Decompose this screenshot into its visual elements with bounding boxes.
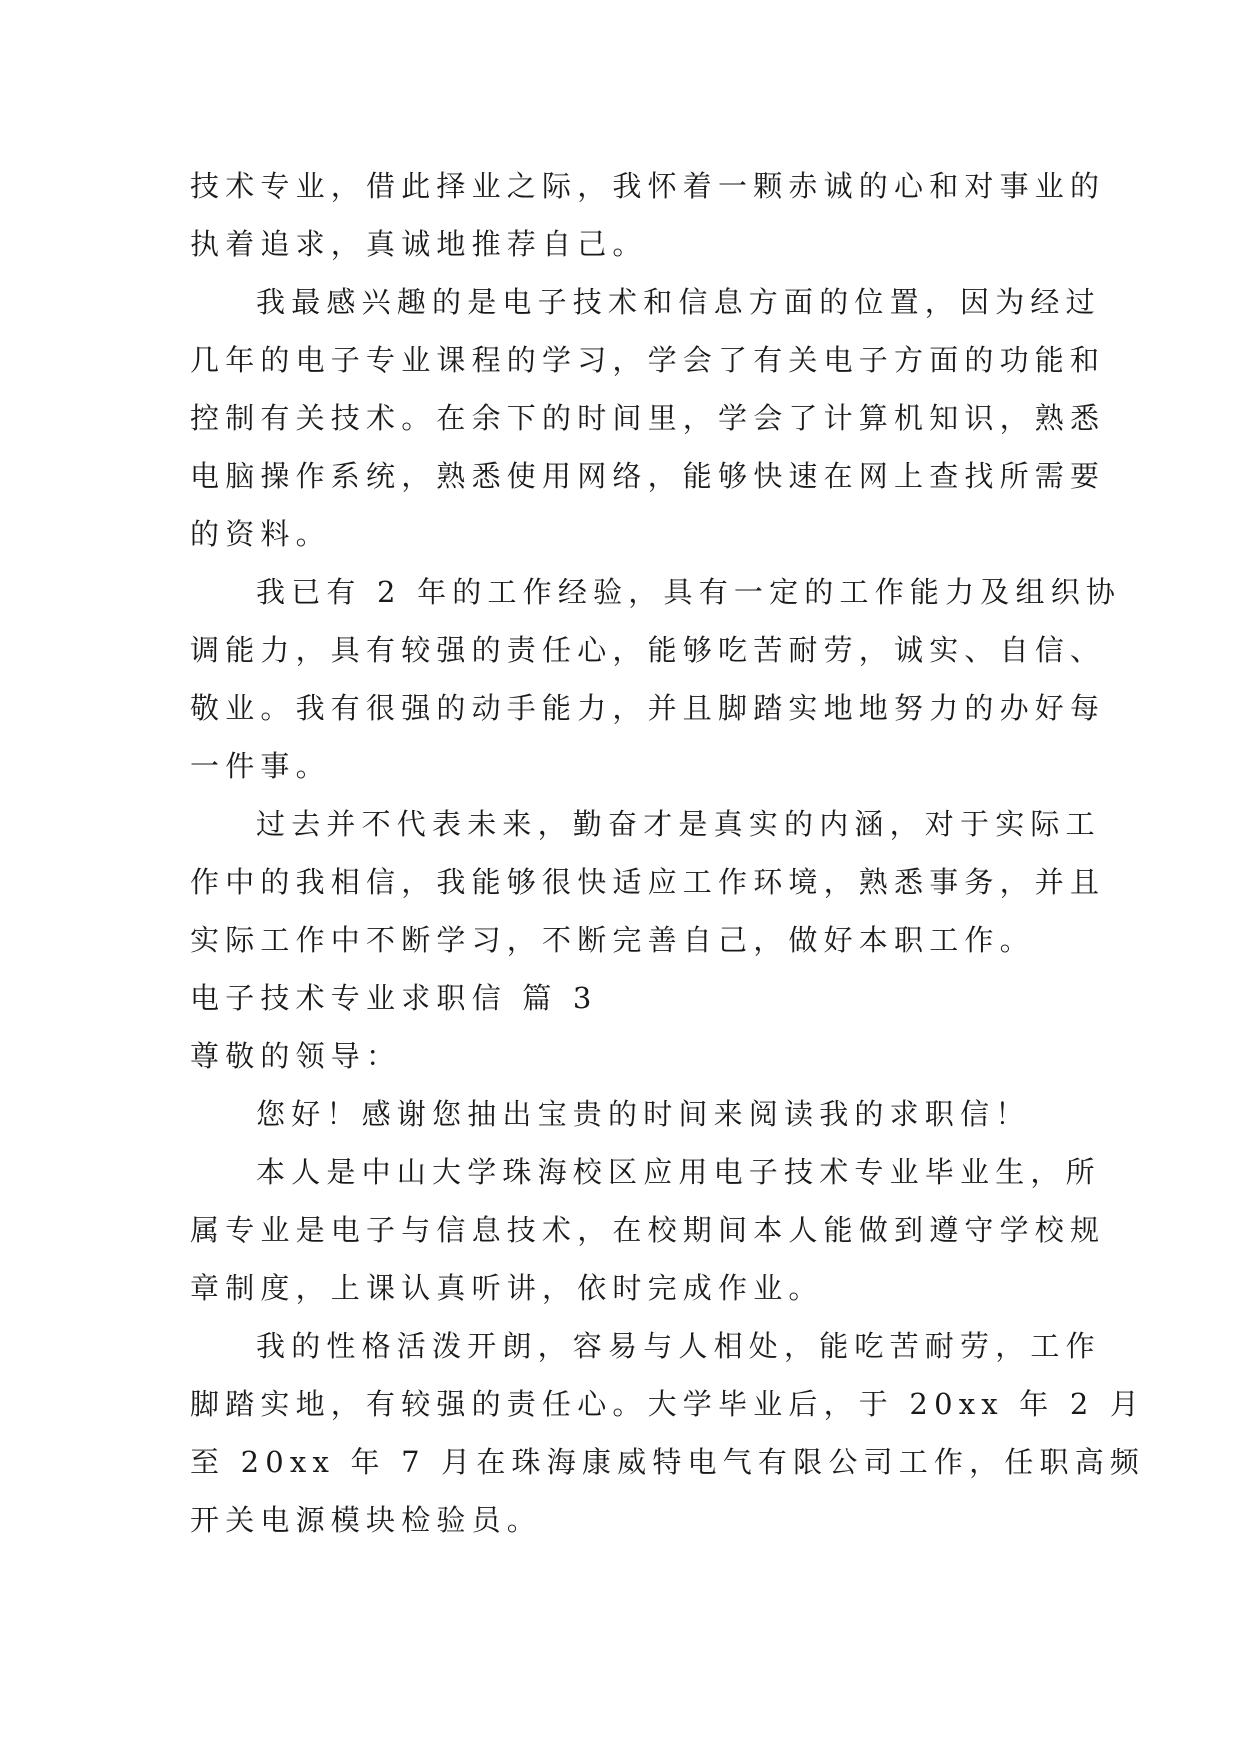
section-heading: 电子技术专业求职信 篇 3 xyxy=(190,981,598,1015)
paragraph-start-line: 我的性格活泼开朗，容易与人相处，能吃苦耐劳，工作 xyxy=(256,1329,1101,1363)
paragraph-start-line: 本人是中山大学珠海校区应用电子技术专业毕业生，所 xyxy=(256,1155,1101,1189)
text-line: 作中的我相信，我能够很快适应工作环境，熟悉事务，并且 xyxy=(190,865,1106,899)
text-line: 调能力，具有较强的责任心，能够吃苦耐劳，诚实、自信、 xyxy=(190,633,1106,667)
paragraph-start-line: 我已有 2 年的工作经验，具有一定的工作能力及组织协 xyxy=(256,575,1122,609)
text-line: 技术专业，借此择业之际，我怀着一颗赤诚的心和对事业的 xyxy=(190,169,1106,203)
text-line: 一件事。 xyxy=(190,749,331,783)
text-line: 控制有关技术。在余下的时间里，学会了计算机知识，熟悉 xyxy=(190,401,1106,435)
text-line: 执着追求，真诚地推荐自己。 xyxy=(190,227,648,261)
paragraph-start-line: 我最感兴趣的是电子技术和信息方面的位置，因为经过 xyxy=(256,285,1101,319)
text-line: 的资料。 xyxy=(190,517,331,551)
text-line: 开关电源模块检验员。 xyxy=(190,1503,543,1537)
paragraph-start-line: 过去并不代表未来，勤奋才是真实的内涵，对于实际工 xyxy=(256,807,1101,841)
text-line: 几年的电子专业课程的学习，学会了有关电子方面的功能和 xyxy=(190,343,1106,377)
text-line: 电脑操作系统，熟悉使用网络，能够快速在网上查找所需要 xyxy=(190,459,1106,493)
text-line: 属专业是电子与信息技术，在校期间本人能做到遵守学校规 xyxy=(190,1213,1106,1247)
greeting-line: 您好！感谢您抽出宝贵的时间来阅读我的求职信！ xyxy=(256,1097,1031,1131)
text-line: 脚踏实地，有较强的责任心。大学毕业后，于 20xx 年 2 月 xyxy=(190,1387,1146,1421)
text-line: 实际工作中不断学习，不断完善自己，做好本职工作。 xyxy=(190,923,1035,957)
text-line: 敬业。我有很强的动手能力，并且脚踏实地地努力的办好每 xyxy=(190,691,1106,725)
text-line: 章制度，上课认真听讲，依时完成作业。 xyxy=(190,1271,824,1305)
salutation: 尊敬的领导： xyxy=(190,1039,402,1073)
text-line: 至 20xx 年 7 月在珠海康威特电气有限公司工作，任职高频 xyxy=(190,1445,1146,1479)
